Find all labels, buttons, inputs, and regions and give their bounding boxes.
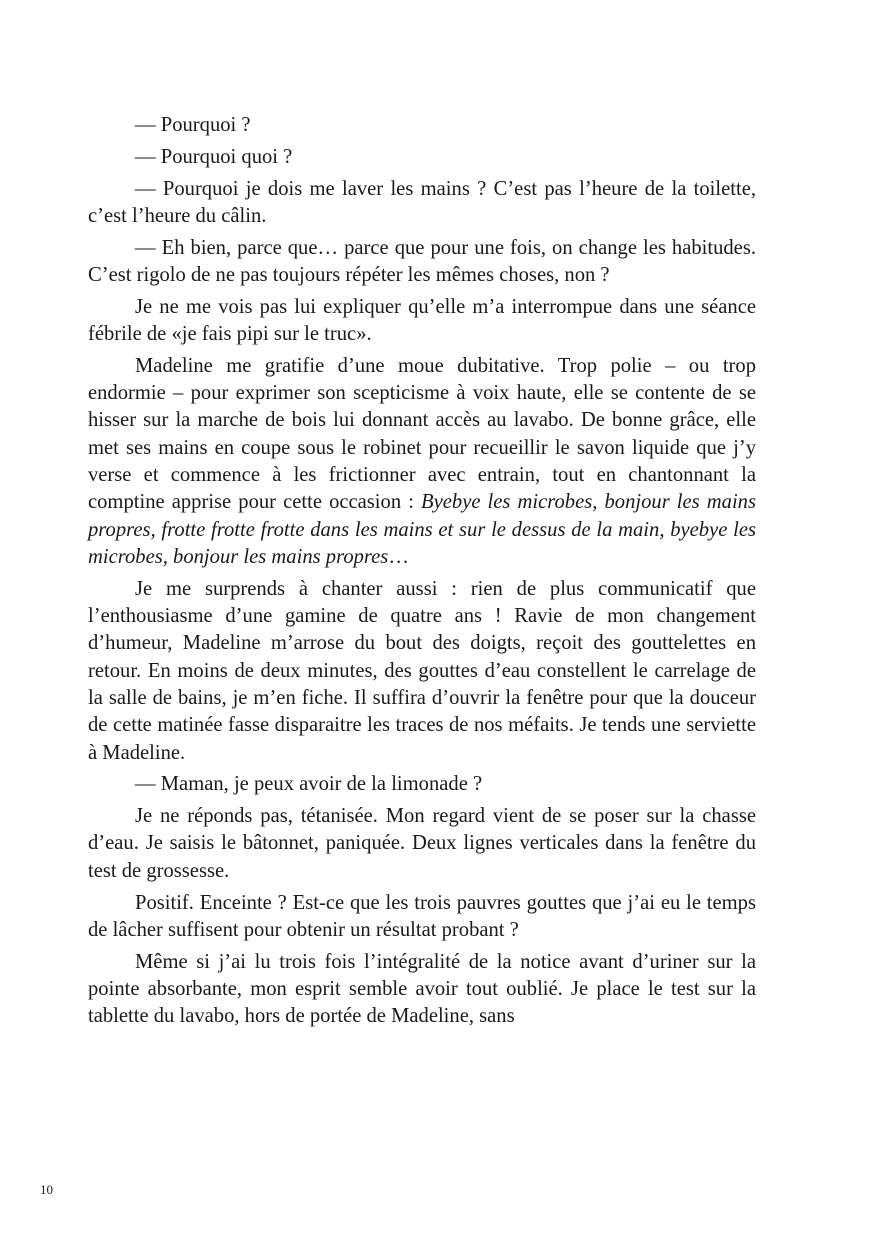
dialogue-line: — Pourquoi je dois me laver les mains ? C’est pas l’heure de la toilette, c’est l’heure du câlin. <box>88 177 756 227</box>
body-paragraph: Je me surprends à chanter aussi : rien de plus communicatif que l’enthousiasme d’une gamine de quatre ans ! Ravie de mon changement d’humeur, Madeline m’arrose du bout des doigts, reçoit des gouttelettes en retour. En moins de deux minutes, des gouttes d’eau constellent le carrelage de la salle de bains, je m’en fiche. Il suffira d’ouvrir la fenêtre pour que la douceur de cette matinée fasse disparaitre les traces de nos méfaits. Je tends une serviette à Madeline. <box>88 577 756 764</box>
paragraph-text: Madeline me gratifie d’une moue dubitative. Trop polie – ou trop endormie – pour exprimer son scepticisme à voix haute, elle se contente de se hisser sur la marche de bois lui donnant accès au lavabo. De bonne grâce, elle met ses mains en coupe sous le robinet pour recueillir le savon liquide que j’y verse et commence à les frictionner avec entrain, tout en chantonnant la comptine apprise pour cette occasion : <box>88 354 756 514</box>
body-paragraph: Positif. Enceinte ? Est-ce que les trois pauvres gouttes que j’ai eu le temps de lâcher suffisent pour obtenir un résultat probant ? <box>88 891 756 941</box>
body-paragraph-with-song <box>88 353 756 571</box>
page-number: 10 <box>40 1182 53 1197</box>
dialogue-line: — Pourquoi ? <box>135 114 251 136</box>
body-paragraph: Je ne réponds pas, tétanisée. Mon regard vient de se poser sur la chasse d’eau. Je saisis le bâtonnet, paniquée. Deux lignes verticales dans la fenêtre du test de grossesse. <box>88 805 756 882</box>
paragraph-ellipsis: … <box>388 545 409 568</box>
body-paragraph: Je ne me vois pas lui expliquer qu’elle m’a interrompue dans une séance fébrile de «je fais pipi sur le truc». <box>88 295 756 346</box>
dialogue-line: — Eh bien, parce que… parce que pour une fois, on change les habitudes. C’est rigolo de ne pas toujours répéter les mêmes choses, non ? <box>88 236 756 286</box>
dialogue-line: — Pourquoi quoi ? <box>135 145 293 168</box>
dialogue-line: — Maman, je peux avoir de la limonade ? <box>135 773 483 796</box>
body-paragraph: Même si j’ai lu trois fois l’intégralité de la notice avant d’uriner sur la pointe absorbante, mon esprit semble avoir tout oublié. Je place le test sur la tablette du lavabo, hors de portée de Madeline, sans <box>88 950 756 1028</box>
song-lyrics: Byebye les microbes, bonjour les mains propres, frotte frotte frotte dans les mains et sur le dessus de la main, byebye les microbes, bonjour les mains propres <box>88 491 756 568</box>
page-body <box>88 112 756 1035</box>
